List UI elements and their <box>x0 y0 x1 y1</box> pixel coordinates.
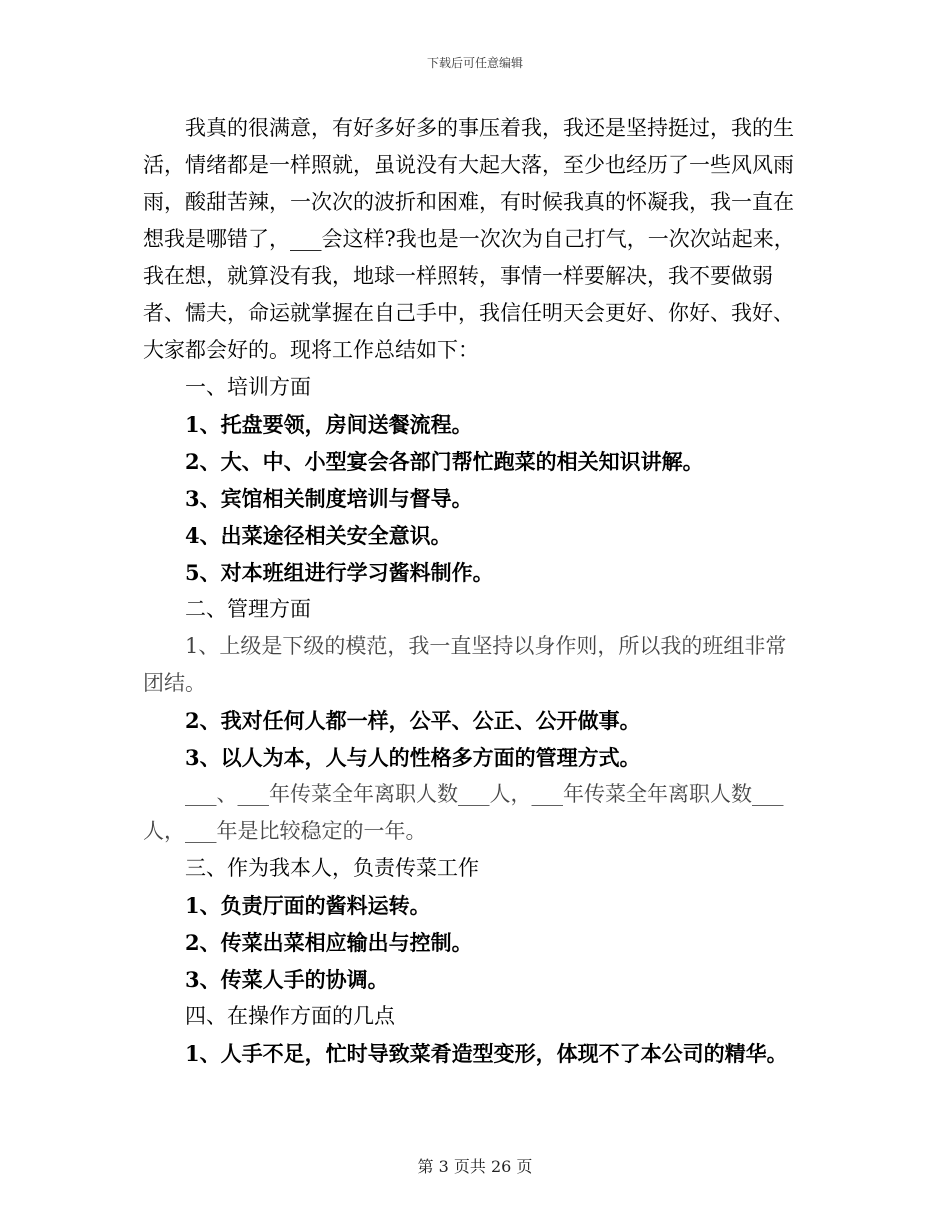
list-item: 5、对本班组进行学习酱料制作。 <box>185 560 494 585</box>
turnover-stats: ___、___年传菜全年离职人数___人，___年传菜全年离职人数___人，___年是比较稳定的一年。 <box>143 782 784 843</box>
page-header: 下载后可任意编辑 <box>426 56 523 70</box>
list-item: 2、大、中、小型宴会各部门帮忙跑菜的相关知识讲解。 <box>185 449 704 474</box>
list-item: 2、传菜出菜相应输出与控制。 <box>185 930 473 955</box>
list-item: 2、我对任何人都一样，公平、公正、公开做事。 <box>185 708 641 733</box>
list-item: 3、传菜人手的协调。 <box>185 967 389 992</box>
list-item: 3、以人为本，人与人的性格多方面的管理方式。 <box>185 745 641 770</box>
list-item: 1、上级是下级的模范，我一直坚持以身作则，所以我的班组非常团结。 <box>143 634 787 695</box>
section-title-management: 二、管理方面 <box>185 597 311 621</box>
document-body <box>143 110 807 1072</box>
list-item: 1、负责厅面的酱料运转。 <box>185 893 431 918</box>
list-item: 3、宾馆相关制度培训与督导。 <box>185 486 473 511</box>
section-title-operations: 四、在操作方面的几点 <box>185 1004 395 1028</box>
section-title-training: 一、培训方面 <box>185 375 311 399</box>
intro-paragraph: 我真的很满意，有好多好多的事压着我，我还是坚持挺过，我的生活，情绪都是一样照就，虽说没有大起大落，至少也经历了一些风风雨雨，酸甜苦辣，一次次的波折和困难，有时候我真的怀凝我，我一直在想我是哪错了，___会这样?我也是一次次为自己打气，一次次站起来，我在想，就算没有我，地球一样照转，事情一样要解决，我不要做弱者、懦夫，命运就掌握在自己手中，我信任明天会更好、你好、我好、大家都会好的。现将工作总结如下： <box>143 116 795 362</box>
list-item: 1、人手不足，忙时导致菜肴造型变形，体现不了本公司的精华。 <box>185 1041 788 1066</box>
page-footer: 第 3 页共 26 页 <box>417 1157 533 1176</box>
list-item: 1、托盘要领，房间送餐流程。 <box>185 412 473 437</box>
list-item: 4、出菜途径相关安全意识。 <box>185 523 452 548</box>
section-title-responsibility: 三、作为我本人，负责传菜工作 <box>185 856 479 880</box>
